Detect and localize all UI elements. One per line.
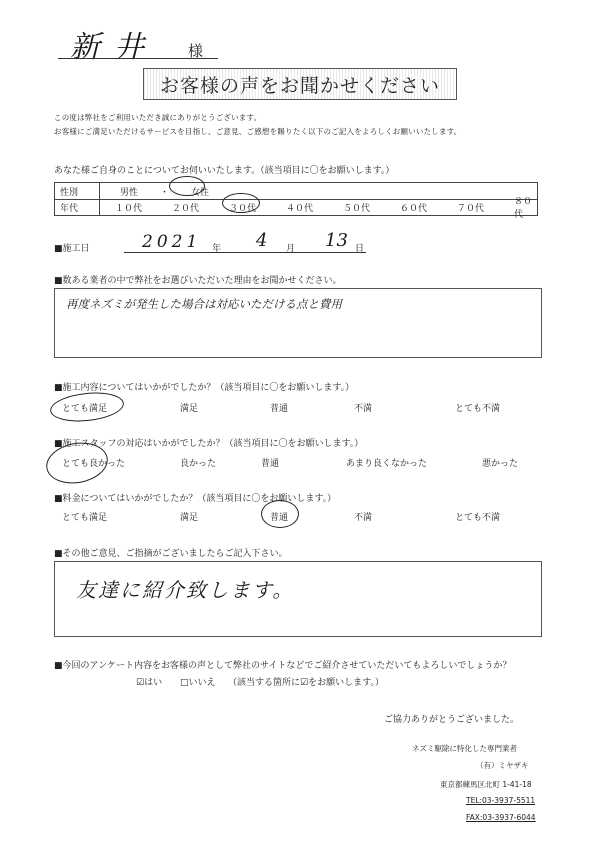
q-work-option-dissatisfied[interactable]: 不満 (354, 404, 373, 414)
age-20s[interactable]: ２０代 (172, 203, 200, 214)
date-year-unit: 年 (212, 244, 222, 254)
company-tel[interactable]: TEL:03-3937-5511 (466, 796, 536, 805)
checked-checkbox-icon[interactable]: ☑ (136, 678, 145, 688)
date-year: 2021 (142, 232, 202, 252)
q-staff-prompt: ■施工スタッフの対応はいかがでしたか？（該当項目に〇をお願いします。） (54, 439, 364, 449)
age-30s-circle-mark (222, 193, 260, 213)
date-month: 4 (256, 230, 268, 251)
gender-label: 性別 (55, 183, 100, 199)
q-price-circle-mark (261, 500, 299, 528)
gender-female[interactable]: 女性 (191, 187, 210, 198)
age-10s[interactable]: １０代 (115, 203, 143, 214)
q-work-circle-mark (49, 389, 126, 425)
q-staff-option-neutral[interactable]: 普通 (261, 459, 280, 469)
empty-checkbox-icon[interactable]: □ (180, 678, 189, 688)
gender-row (55, 183, 537, 200)
q-price-option-satisfied[interactable]: 満足 (180, 513, 199, 523)
date-month-unit: 月 (286, 244, 296, 254)
q-staff-option-very-good[interactable]: とても良かった (62, 459, 126, 469)
age-30s[interactable]: ３０代 (229, 203, 257, 214)
age-70s[interactable]: ７０代 (457, 203, 485, 214)
q-work-option-very-dissatisfied[interactable]: とても不満 (455, 404, 501, 414)
about-prompt: あなた様ご自身のことについてお伺いいたします。（該当項目に〇をお願いします。） (54, 166, 395, 176)
reason-prompt: ■数ある業者の中で弊社をお選びいただいた理由をお聞かせください。 (54, 276, 342, 286)
q-work-prompt: ■施工内容についてはいかがでしたか？（該当項目に〇をお願いします。） (54, 383, 355, 393)
q-price-option-neutral[interactable]: 普通 (270, 513, 289, 523)
q-staff-option-not-good[interactable]: あまり良くなかった (346, 459, 428, 469)
q-work-option-satisfied[interactable]: 満足 (180, 404, 199, 414)
comments-answer: 友達に紹介致します。 (76, 578, 295, 602)
consent-no-label: いいえ (188, 678, 216, 688)
date-underline (124, 252, 366, 253)
age-40s[interactable]: ４０代 (286, 203, 314, 214)
customer-honorific: 様 (188, 42, 204, 60)
age-60s[interactable]: ６０代 (400, 203, 428, 214)
date-day: 13 (325, 230, 348, 251)
comments-prompt: ■その他ご意見、ご指摘がございましたらご記入下さい。 (54, 549, 288, 559)
gender-dot: ・ (160, 187, 170, 198)
thanks-text: ご協力ありがとうございました。 (384, 715, 520, 725)
about-table (54, 182, 538, 220)
q-staff-option-good[interactable]: 良かった (180, 459, 217, 469)
consent-yes-option[interactable] (136, 675, 162, 688)
q-price-option-very-dissatisfied[interactable]: とても不満 (455, 513, 501, 523)
q-work-option-very-satisfied[interactable]: とても満足 (62, 404, 108, 414)
q-price-prompt: ■料金についてはいかがでしたか？（該当項目に〇をお願いします。） (54, 494, 337, 504)
gender-male[interactable]: 男性 (120, 187, 139, 198)
date-day-unit: 日 (355, 244, 365, 254)
age-80s[interactable]: ８０代 (514, 197, 533, 220)
reason-answer: 再度ネズミが発生した場合は対応いただける点と費用 (66, 297, 342, 311)
consent-yes-label: はい (144, 678, 163, 688)
customer-name: 新井 (70, 30, 158, 65)
q-price-option-dissatisfied[interactable]: 不満 (354, 513, 373, 523)
q-work-option-neutral[interactable]: 普通 (270, 404, 289, 414)
date-label: ■施工日 (54, 244, 90, 254)
intro-line-2: お客様にご満足いただけるサービスを目指し、ご意見、ご感想を賜りたく以下のご記入をよろしくお願いいたします。 (54, 127, 462, 136)
survey-title: お客様の声をお聞かせください (143, 68, 457, 100)
age-50s[interactable]: ５０代 (343, 203, 371, 214)
age-label: 年代 (55, 199, 100, 215)
consent-no-option[interactable] (180, 675, 216, 688)
intro-line-1: この度は弊社をご利用いただき誠にありがとうございます。 (54, 113, 262, 122)
company-name: （有）ミヤザキ (476, 761, 529, 770)
company-tagline: ネズミ駆除に特化した専門業者 (412, 744, 517, 753)
consent-note: （該当する箇所に☑をお願いします。） (228, 678, 384, 688)
consent-question: ■今回のアンケート内容をお客様の声として弊社のサイトなどでご紹介させていただいてもよろしいでしょうか？ (54, 661, 512, 671)
female-circle-mark (169, 176, 205, 196)
q-staff-option-bad[interactable]: 悪かった (482, 459, 519, 469)
company-fax: FAX:03-3937-6044 (466, 813, 536, 822)
company-address: 東京都練馬区北町 1-41-18 (440, 780, 532, 789)
q-price-option-very-satisfied[interactable]: とても満足 (62, 513, 108, 523)
age-row (55, 197, 537, 220)
